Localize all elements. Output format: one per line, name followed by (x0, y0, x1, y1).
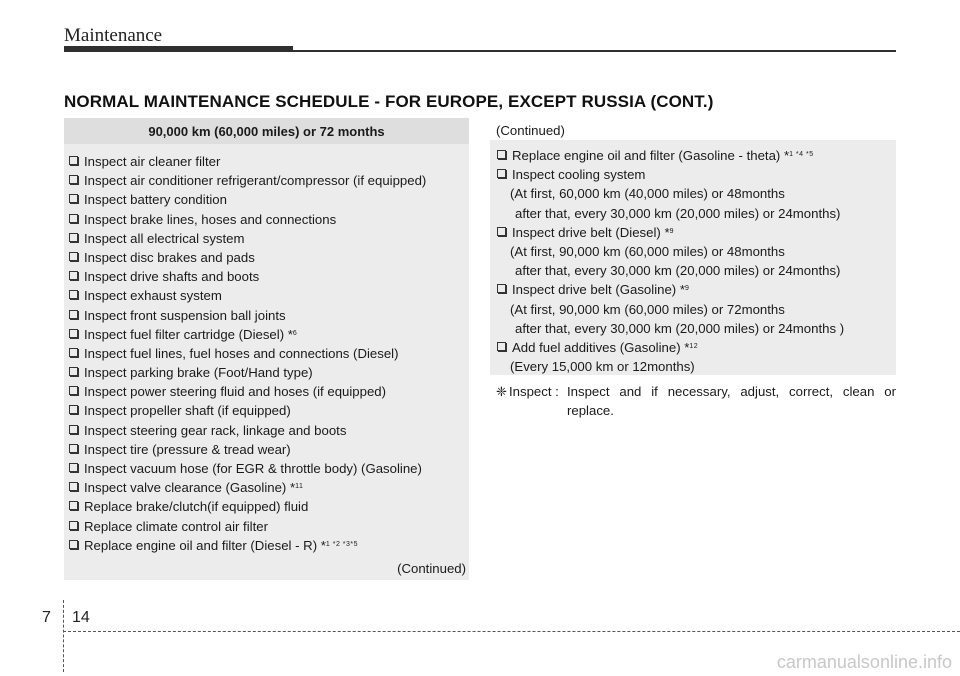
checkbox-icon (69, 425, 78, 434)
chapter-number: 7 (42, 609, 51, 626)
checklist-item (497, 184, 896, 203)
item-text: Inspect brake lines, hoses and connections (84, 211, 337, 227)
page-number-divider (63, 600, 64, 672)
checkbox-icon (497, 150, 506, 159)
footnote-ref: 1 *2 *3*5 (325, 540, 359, 548)
note-key: Inspect : (509, 384, 559, 399)
header-rule (293, 50, 896, 52)
checkbox-icon (69, 501, 78, 510)
checklist-item (69, 267, 469, 286)
page-title: NORMAL MAINTENANCE SCHEDULE - FOR EUROPE, EXCEPT RUSSIA (CONT.) (64, 92, 714, 111)
checklist-item (69, 536, 469, 555)
item-text: Inspect exhaust system (84, 288, 222, 304)
checklist-item (69, 517, 469, 536)
checkbox-icon (497, 284, 506, 293)
checklist-item (69, 478, 469, 497)
checklist-item (69, 344, 469, 363)
item-text: Add fuel additives (Gasoline) * (512, 339, 690, 355)
footnote-ref: 6 (292, 329, 298, 337)
item-text: Replace brake/clutch(if equipped) fluid (84, 499, 309, 515)
item-text: Inspect valve clearance (Gasoline) * (84, 480, 296, 496)
inspect-note (496, 382, 896, 420)
checkbox-icon (69, 214, 78, 223)
item-text: Inspect propeller shaft (if equipped) (84, 403, 291, 419)
item-text: Inspect air conditioner refrigerant/compressor (if equipped) (84, 173, 427, 189)
checklist-item (69, 190, 469, 209)
checkbox-icon (69, 329, 78, 338)
checkbox-icon (69, 444, 78, 453)
schedule-panel-left (64, 118, 469, 580)
checklist-item (497, 223, 896, 242)
item-text: Inspect battery condition (84, 192, 227, 208)
item-text: (At first, 60,000 km (40,000 miles) or 48months (510, 186, 785, 202)
checklist-item (69, 286, 469, 305)
item-text: (Every 15,000 km or 12months) (510, 359, 695, 375)
item-text: Inspect drive shafts and boots (84, 269, 260, 285)
interval-heading: 90,000 km (60,000 miles) or 72 months (64, 118, 469, 144)
checkbox-icon (69, 463, 78, 472)
checkbox-icon (69, 540, 78, 549)
checklist-item (69, 497, 469, 516)
footnote-ref: 12 (689, 342, 699, 350)
checklist-item (69, 363, 469, 382)
checkbox-icon (69, 175, 78, 184)
checklist-item (69, 325, 469, 344)
checkbox-icon (69, 156, 78, 165)
checkbox-icon (69, 386, 78, 395)
checkbox-icon (497, 342, 506, 351)
checkbox-icon (497, 169, 506, 178)
checkbox-icon (69, 367, 78, 376)
checkbox-icon (69, 194, 78, 203)
checkbox-icon (69, 271, 78, 280)
item-text: Inspect drive belt (Gasoline) * (512, 282, 685, 298)
item-text: Inspect power steering fluid and hoses (if equipped) (84, 384, 387, 400)
checklist-item (497, 204, 896, 223)
footnote-ref: 11 (295, 483, 304, 491)
item-text: Inspect front suspension ball joints (84, 307, 286, 323)
left-item-list (64, 144, 469, 555)
item-text: Inspect disc brakes and pads (84, 249, 255, 265)
checklist-item (69, 306, 469, 325)
item-text: after that, every 30,000 km (20,000 miles) or 24months ) (515, 320, 845, 336)
item-text: Inspect cooling system (512, 167, 646, 183)
watermark: carmanualsonline.info (776, 652, 952, 672)
checkbox-icon (69, 290, 78, 299)
checklist-item (69, 210, 469, 229)
checklist-item (69, 229, 469, 248)
item-text: after that, every 30,000 km (20,000 miles) or 24months) (515, 263, 841, 279)
checklist-item (497, 242, 896, 261)
checklist-item (497, 280, 896, 299)
checklist-item (497, 146, 896, 165)
page-number: 14 (72, 609, 90, 626)
checklist-item (497, 165, 896, 184)
checklist-item (69, 421, 469, 440)
checklist-item (497, 319, 896, 338)
checklist-item (497, 261, 896, 280)
item-text: Inspect fuel filter cartridge (Diesel) * (84, 326, 293, 342)
item-text: (At first, 90,000 km (60,000 miles) or 48months (510, 243, 785, 259)
checklist-item (69, 171, 469, 190)
item-text: Inspect vacuum hose (for EGR & throttle body) (Gasoline) (84, 461, 422, 476)
schedule-panel-right (490, 140, 896, 375)
checkbox-icon (69, 348, 78, 357)
checklist-item (69, 401, 469, 420)
checkbox-icon (69, 233, 78, 242)
checklist-item (69, 382, 469, 401)
item-text: Inspect all electrical system (84, 230, 245, 246)
checklist-item (497, 338, 896, 357)
item-text: Replace climate control air filter (84, 518, 268, 534)
note-mark: ❈ (496, 384, 508, 399)
item-text: Inspect fuel lines, fuel hoses and connections (Diesel) (84, 345, 399, 361)
checkbox-icon (69, 252, 78, 261)
checkbox-icon (69, 310, 78, 319)
item-text: Inspect steering gear rack, linkage and boots (84, 422, 347, 438)
checklist-item (69, 248, 469, 267)
checkbox-icon (69, 521, 78, 530)
item-text: Inspect parking brake (Foot/Hand type) (84, 365, 313, 381)
footnote-ref: 9 (684, 285, 690, 293)
footnote-ref: 1 *4 *5 (789, 151, 814, 158)
continued-label-right: (Continued) (496, 123, 565, 138)
item-text: after that, every 30,000 km (20,000 miles) or 24months) (515, 205, 841, 221)
checkbox-icon (497, 227, 506, 236)
footnote-ref: 9 (669, 227, 674, 235)
section-title: Maintenance (64, 25, 163, 46)
item-text: Inspect air cleaner filter (84, 154, 221, 169)
item-text: Inspect tire (pressure & tread wear) (84, 441, 291, 457)
continued-label-left: (Continued) (397, 561, 466, 576)
checklist-item (497, 357, 896, 376)
checklist-item (69, 152, 469, 171)
footer-rule (63, 631, 960, 632)
checklist-item (497, 300, 896, 319)
checklist-item (69, 440, 469, 459)
right-item-list (490, 140, 896, 376)
item-text: Replace engine oil and filter (Gasoline - theta) * (512, 148, 790, 163)
checkbox-icon (69, 405, 78, 414)
header-bar (64, 46, 293, 52)
item-text: Replace engine oil and filter (Diesel - R) * (84, 537, 326, 553)
note-text: Inspect and if necessary, adjust, correct, clean or replace. (567, 384, 896, 418)
item-text: (At first, 90,000 km (60,000 miles) or 72months (510, 301, 785, 317)
item-text: Inspect drive belt (Diesel) * (512, 224, 670, 240)
checkbox-icon (69, 482, 78, 491)
checklist-item (69, 459, 469, 478)
